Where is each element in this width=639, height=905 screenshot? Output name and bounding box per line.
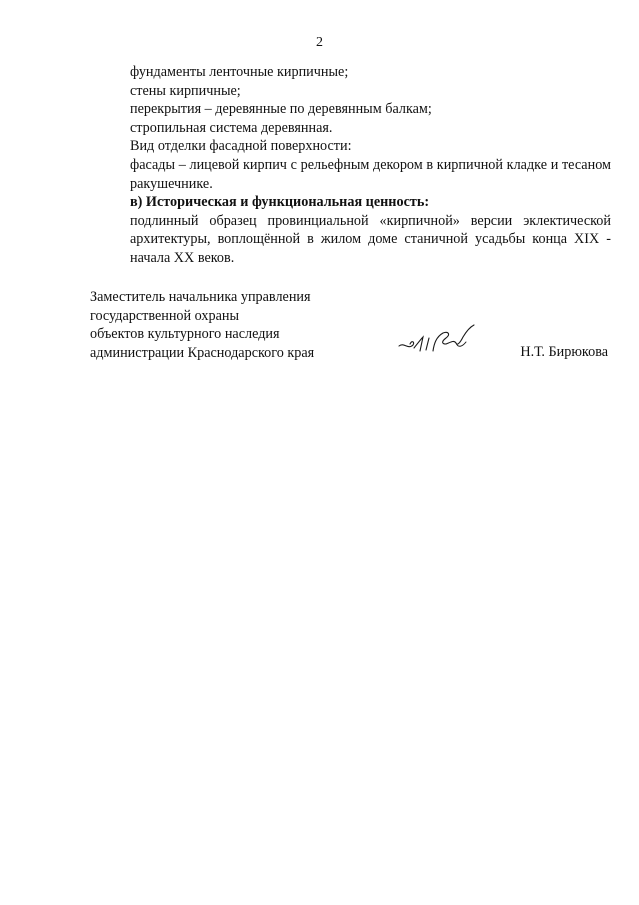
structure-item-walls: стены кирпичные;	[130, 82, 241, 99]
facade-paragraph: фасады – лицевой кирпич с рельефным декором в кирпичной кладке и тесаном ракушечнике.	[130, 156, 611, 192]
structure-item-foundation: фундаменты ленточные кирпичные;	[130, 64, 349, 80]
facade-heading: Вид отделки фасадной поверхности:	[130, 138, 352, 155]
structure-item-floors: перекрытия – деревянные по деревянным балкам;	[130, 101, 432, 118]
value-heading: в) Историческая и функциональная ценность:	[130, 194, 430, 211]
page-number: 2	[316, 35, 323, 50]
structure-item-roof: стропильная система деревянная.	[130, 119, 333, 136]
signer-title-line-1: Заместитель начальника управления	[90, 289, 311, 305]
handwritten-signature	[396, 321, 478, 357]
value-paragraph: подлинный образец провинциальной «кирпичной» версии эклектической архитектуры, воплощённой в жилом доме станичной усадьбы конца XIX - начала XX веков.	[130, 212, 611, 266]
signer-name: Н.Т. Бирюкова	[520, 344, 608, 360]
document-body	[90, 63, 611, 268]
signature-block	[90, 288, 611, 362]
signer-title-line-3: объектов культурного наследия	[90, 326, 280, 343]
signer-title-line-2: государственной охраны	[90, 307, 240, 324]
signer-title-line-4: администрации Краснодарского края	[90, 344, 315, 361]
